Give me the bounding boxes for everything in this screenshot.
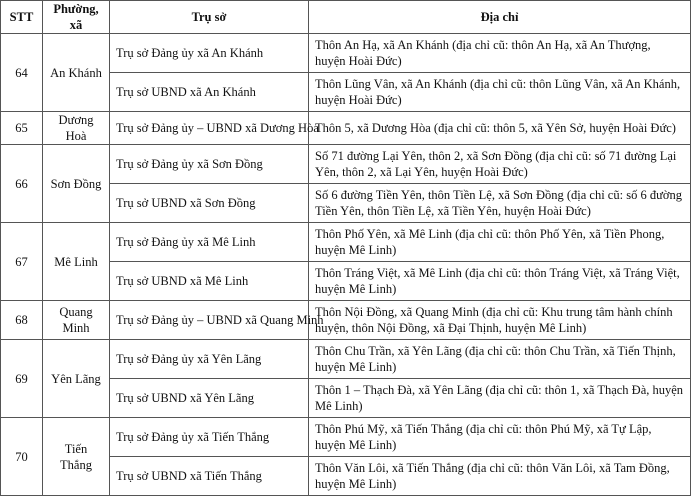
office-cell: Trụ sở Đảng ủy – UBND xã Quang Minh — [110, 301, 309, 340]
header-ward: Phường, xã — [43, 1, 110, 34]
table-row — [1, 34, 691, 73]
office-cell: Trụ sở UBND xã An Khánh — [110, 73, 309, 112]
address-cell: Thôn 1 – Thạch Đà, xã Yên Lãng (địa chỉ cũ: thôn 1, xã Thạch Đà, huyện Mê Linh) — [309, 379, 691, 418]
table-row — [1, 340, 691, 379]
address-cell: Thôn Phố Yên, xã Mê Linh (địa chỉ cũ: thôn Phố Yên, xã Tiền Phong, huyện Mê Linh) — [309, 223, 691, 262]
stt-cell: 66 — [1, 145, 43, 223]
ward-cell: Quang Minh — [43, 301, 110, 340]
ward-cell: Sơn Đồng — [43, 145, 110, 223]
office-cell: Trụ sở UBND xã Yên Lãng — [110, 379, 309, 418]
stt-cell: 69 — [1, 340, 43, 418]
stt-cell: 70 — [1, 418, 43, 496]
address-cell: Thôn Phú Mỹ, xã Tiến Thắng (địa chỉ cũ: thôn Phú Mỹ, xã Tự Lập, huyện Mê Linh) — [309, 418, 691, 457]
ward-cell: Mê Linh — [43, 223, 110, 301]
table-row — [1, 223, 691, 262]
office-cell: Trụ sở UBND xã Mê Linh — [110, 262, 309, 301]
stt-cell: 65 — [1, 112, 43, 145]
header-row — [1, 1, 691, 34]
stt-cell: 68 — [1, 301, 43, 340]
table-row — [1, 112, 691, 145]
office-cell: Trụ sở Đảng ủy xã Yên Lãng — [110, 340, 309, 379]
stt-cell: 67 — [1, 223, 43, 301]
office-cell: Trụ sở UBND xã Tiến Thắng — [110, 457, 309, 496]
address-cell: Số 6 đường Tiền Yên, thôn Tiền Lệ, xã Sơn Đồng (địa chỉ cũ: số 6 đường Tiền Yên, thôn Tiền Lệ, xã Tiền Yên, huyện Hoài Đức) — [309, 184, 691, 223]
address-cell: Thôn 5, xã Dương Hòa (địa chỉ cũ: thôn 5, xã Yên Sở, huyện Hoài Đức) — [309, 112, 691, 145]
header-address: Địa chỉ — [309, 1, 691, 34]
address-cell: Thôn Lũng Vân, xã An Khánh (địa chỉ cũ: thôn Lũng Vân, xã An Khánh, huyện Hoài Đức) — [309, 73, 691, 112]
ward-cell: Dương Hoà — [43, 112, 110, 145]
office-cell: Trụ sở Đảng ủy – UBND xã Dương Hòa — [110, 112, 309, 145]
ward-cell: Tiến Thắng — [43, 418, 110, 496]
header-stt: STT — [1, 1, 43, 34]
office-cell: Trụ sở Đảng ủy xã An Khánh — [110, 34, 309, 73]
table-row — [1, 301, 691, 340]
address-cell: Thôn Nội Đồng, xã Quang Minh (địa chỉ cũ: Khu trung tâm hành chính huyện, thôn Nội Đồng, xã Đại Thịnh, huyện Mê Linh) — [309, 301, 691, 340]
address-cell: Thôn An Hạ, xã An Khánh (địa chỉ cũ: thôn An Hạ, xã An Thượng, huyện Hoài Đức) — [309, 34, 691, 73]
ward-cell: An Khánh — [43, 34, 110, 112]
address-cell: Thôn Tráng Việt, xã Mê Linh (địa chỉ cũ: thôn Tráng Việt, xã Tráng Việt, huyện Mê Linh) — [309, 262, 691, 301]
office-cell: Trụ sở Đảng ủy xã Mê Linh — [110, 223, 309, 262]
address-cell: Thôn Chu Trần, xã Yên Lãng (địa chỉ cũ: thôn Chu Trần, xã Tiến Thịnh, huyện Mê Linh) — [309, 340, 691, 379]
office-cell: Trụ sở UBND xã Sơn Đồng — [110, 184, 309, 223]
ward-cell: Yên Lãng — [43, 340, 110, 418]
address-cell: Thôn Văn Lôi, xã Tiến Thắng (địa chỉ cũ: thôn Văn Lôi, xã Tam Đồng, huyện Mê Linh) — [309, 457, 691, 496]
table-row — [1, 145, 691, 184]
stt-cell: 64 — [1, 34, 43, 112]
office-cell: Trụ sở Đảng ủy xã Tiến Thắng — [110, 418, 309, 457]
table-row — [1, 418, 691, 457]
office-cell: Trụ sở Đảng ủy xã Sơn Đồng — [110, 145, 309, 184]
address-cell: Số 71 đường Lại Yên, thôn 2, xã Sơn Đồng (địa chỉ cũ: số 71 đường Lại Yên, thôn 2, xã Lại Yên, huyện Hoài Đức) — [309, 145, 691, 184]
header-office: Trụ sở — [110, 1, 309, 34]
